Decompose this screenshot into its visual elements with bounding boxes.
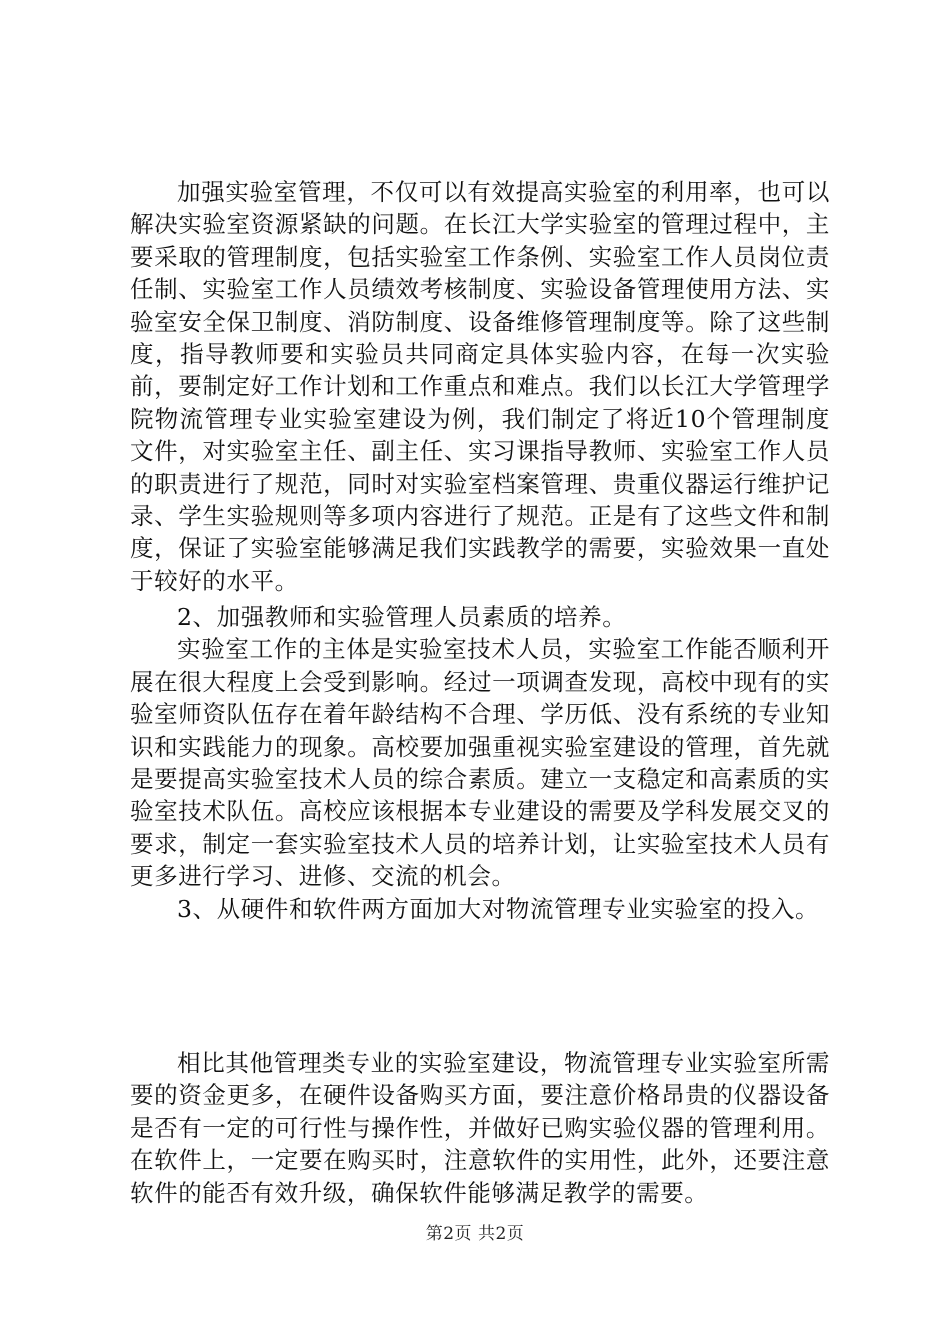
- paragraph-staff-training: 实验室工作的主体是实验室技术人员，实验室工作能否顺利开展在很大程度上会受到影响。经过一项调查发现，高校中现有的实验室师资队伍存在着年龄结构不合理、学历低、没有系统的专业知识和实践能力的现象。高校要加强重视实验室建设的管理，首先就是要提高实验室技术人员的综合素质。建立一支稳定和高素质的实验室技术队伍。高校应该根据本专业建设的需要及学科发展交叉的要求，制定一套实验室技术人员的培养计划，让实验室技术人员有更多进行学习、进修、交流的机会。: [130, 635, 830, 891]
- paragraph-lab-management: 加强实验室管理，不仅可以有效提高实验室的利用率，也可以解决实验室资源紧缺的问题。在长江大学实验室的管理过程中，主要采取的管理制度，包括实验室工作条例、实验室工作人员岗位责任制、实验室工作人员绩效考核制度、实验设备管理使用方法、实验室安全保卫制度、消防制度、设备维修管理制度等。除了这些制度，指导教师要和实验员共同商定具体实验内容，在每一次实验前，要制定好工作计划和工作重点和难点。我们以长江大学管理学院物流管理专业实验室建设为例，我们制定了将近10个管理制度文件，对实验室主任、副主任、实习课指导教师、实验室工作人员的职责进行了规范，同时对实验室档案管理、贵重仪器运行维护记录、学生实验规则等多项内容进行了规范。正是有了这些文件和制度，保证了实验室能够满足我们实践教学的需要，实验效果一直处于较好的水平。: [130, 178, 830, 595]
- paragraph-heading-2: 2、加强教师和实验管理人员素质的培养。: [177, 603, 627, 631]
- text-block-lab-management: [130, 176, 830, 597]
- text-block-staff-training: [130, 601, 830, 925]
- paragraph-investment: 相比其他管理类专业的实验室建设，物流管理专业实验室所需要的资金更多，在硬件设备购买方面，要注意价格昂贵的仪器设备是否有一定的可行性与操作性，并做好已购实验仪器的管理利用。在软件上，一定要在购买时，注意软件的实用性，此外，还要注意软件的能否有效升级，确保软件能够满足教学的需要。: [130, 1049, 830, 1207]
- paragraph-heading-3: 3、从硬件和软件两方面加大对物流管理专业实验室的投入。: [177, 894, 820, 923]
- page-footer: 第2页 共2页: [425, 1224, 525, 1244]
- text-block-investment: [130, 1047, 830, 1209]
